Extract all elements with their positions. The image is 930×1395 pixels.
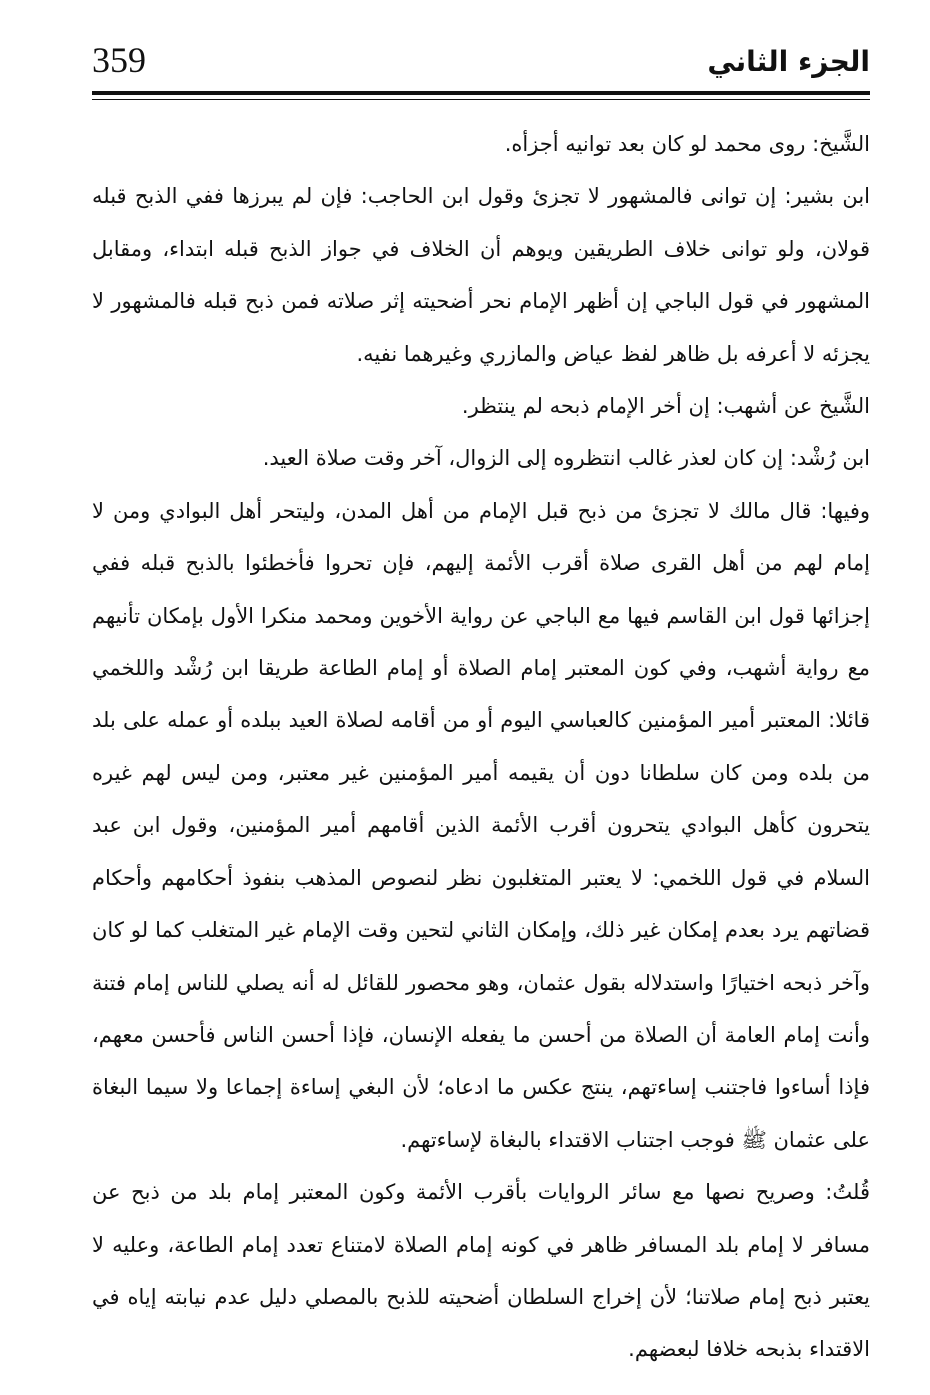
header-rule-thick	[92, 91, 870, 95]
page-header	[92, 38, 870, 98]
running-title: الجزء الثاني	[707, 45, 870, 78]
paragraph: وفيها: قال مالك لا تجزئ من ذبح قبل الإمام من أهل المدن، وليتحر أهل البوادي ومن لا إمام لهم من أهل القرى صلاة أقرب الأئمة إليهم، فإن تحروا فأخطئوا بالذبح قبله ففي إجزائها قول ابن القاسم فيها مع الباجي عن رواية الأخوين ومحمد منكرا الأول بإمكان تأنيهم مع رواية أشهب، وفي كون المعتبر إمام الصلاة أو إمام الطاعة طريقا ابن رُشْد واللخمي قائلا: المعتبر أمير المؤمنين كالعباسي اليوم أو من أقامه لصلاة العيد ببلده أو عمله على بلد من بلده ومن كان سلطانا دون أن يقيمه أمير المؤمنين غير معتبر، ومن ليس لهم غيره يتحرون كأهل البوادي يتحرون أقرب الأئمة الذين أقامهم أمير المؤمنين، وقول ابن عبد السلام في قول اللخمي: لا يعتبر المتغلبون نظر لنصوص المذهب بنفوذ أحكامهم وأحكام قضاتهم يرد بعدم إمكان غير ذلك، وإمكان الثاني لتحين وقت الإمام غير المتغلب كما لو كان وآخر ذبحه اختيارًا واستدلاله بقول عثمان، وهو محصور للقائل له أنه يصلي للناس إمام فتنة وأنت إمام العامة أن الصلاة من أحسن ما يفعله الإنسان، فإذا أحسن الناس فأحسن معهم، فإذا أساءوا فاجتنب إساءتهم، ينتج عكس ما ادعاه؛ لأن البغي إساءة إجماعا ولا سيما البغاة على عثمان ﷺ فوجب اجتناب الاقتداء بالبغاة لإساءتهم.	[92, 498, 870, 1152]
header-rule-thin	[92, 99, 870, 100]
page-number: 359	[92, 40, 146, 80]
paragraph: قُلتُ: وصريح نصها مع سائر الروايات بأقرب الأئمة وكون المعتبر إمام بلد من ذبح عن مسافر لا إمام بلد المسافر ظاهر في كونه إمام الصلاة لامتناع تعدد إمام الطاعة، وعليه لا يعتبر ذبح إمام صلاتنا؛ لأن إخراج السلطان أضحيته للذبح بالمصلي دليل عدم نيابته إياه في الاقتداء بذبحه خلافا لبعضهم.	[92, 1180, 870, 1362]
paragraph: ابن بشير: إن توانى فالمشهور لا تجزئ وقول ابن الحاجب: فإن لم يبرزها ففي الذبح قبله قولان، ولو توانى خلاف الطريقين ويوهم أن الخلاف في جواز الذبح قبله ابتداء، ومقابل المشهور في قول الباجي إن أظهر الإمام نحر أضحيته إثر صلاته فمن ذبح قبله فالمشهور لا يجزئه لا أعرفه بل ظاهر لفظ عياض والمازري وغيرهما نفيه.	[92, 184, 870, 366]
paragraph: الشَّيخ عن أشهب: إن أخر الإمام ذبحه لم ينتظر.	[461, 394, 870, 419]
paragraph: الشَّيخ: روى محمد لو كان بعد توانيه أجزأه.	[504, 132, 870, 156]
paragraph: ابن رُشْد: إن كان لعذر غالب انتظروه إلى الزوال، آخر وقت صلاة العيد.	[262, 446, 870, 471]
body-text	[92, 118, 870, 1376]
